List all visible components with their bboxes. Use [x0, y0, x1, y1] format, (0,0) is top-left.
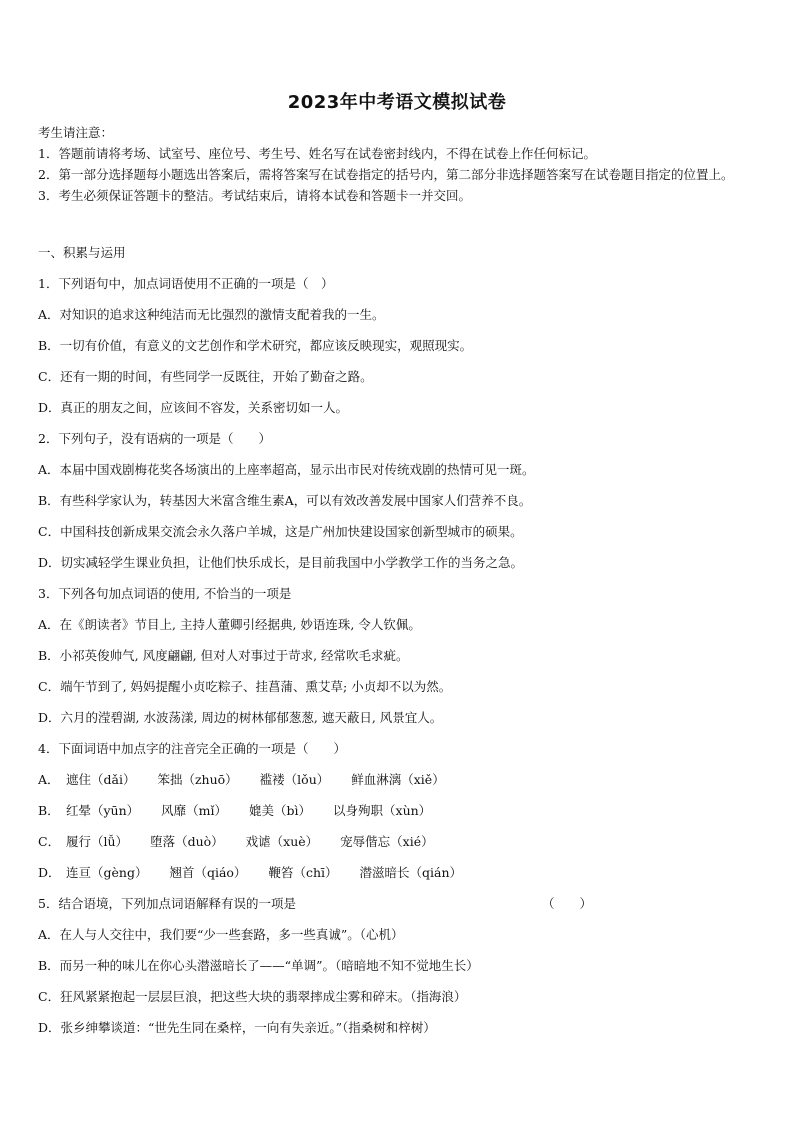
option: D．张乡绅攀谈道：“世先生同在桑梓，一向有失亲近。”（指桑树和梓树） — [38, 1020, 436, 1035]
answer-paren: （ ） — [541, 896, 592, 911]
option — [38, 863, 760, 894]
option-label: C． — [38, 834, 61, 849]
option-word: 风靡（mǐ） — [161, 803, 228, 818]
option-word: 宠辱偕忘（xié） — [340, 834, 434, 849]
option-word: 履行（lǚ） — [66, 834, 129, 849]
notice-item: 3．考生必须保证答题卡的整洁。考试结束后，请将本试卷和答题卡一并交回。 — [38, 188, 471, 203]
question-stem: 4．下面词语中加点字的注音完全正确的一项是（ ） — [38, 741, 346, 756]
option-word: 潜滋暗长（qián） — [359, 865, 463, 880]
option: B．小祁英俊帅气, 风度翩翩, 但对人对事过于苛求, 经常吹毛求疵。 — [38, 648, 409, 663]
option: C．中国科技创新成果交流会永久落户羊城，这是广州加快建设国家创新型城市的硕果。 — [38, 524, 523, 539]
option: B．有些科学家认为，转基因大米富含维生素A，可以有效改善发展中国家人们营养不良。 — [38, 493, 532, 508]
option — [38, 801, 760, 832]
option: A．在《朗读者》节目上, 主持人董卿引经据典, 妙语连珠, 令人钦佩。 — [38, 617, 421, 632]
exam-notice — [38, 122, 760, 206]
option-label: A． — [38, 772, 60, 787]
question-stem — [38, 894, 760, 925]
option: A．本届中国戏剧梅花奖各场演出的上座率超高，显示出市民对传统戏剧的热情可见一斑。 — [38, 462, 535, 477]
option: C．还有一期的时间，有些同学一反既往，开始了勤奋之路。 — [38, 369, 373, 384]
question-stem: 2．下列句子，没有语病的一项是（ ） — [38, 431, 271, 446]
option-word: 以身殉职（xùn） — [333, 803, 432, 818]
option: D．真正的朋友之间，应该间不容发，关系密切如一人。 — [38, 400, 349, 415]
option — [38, 770, 760, 801]
option-word: 戏谑（xuè） — [245, 834, 319, 849]
option: C．狂风紧紧抱起一层层巨浪，把这些大块的翡翠摔成尘雾和碎末。（指海浪） — [38, 989, 467, 1004]
option-word: 翘首（qiáo） — [169, 865, 247, 880]
section-heading: 一、积累与运用 — [38, 245, 126, 260]
option-word: 红晕（yūn） — [66, 803, 140, 818]
option: B．一切有价值，有意义的文艺创作和学术研究，都应该反映现实，观照现实。 — [38, 338, 473, 353]
notice-heading: 考生请注意： — [38, 125, 114, 140]
option-word: 鞭笞（chī） — [268, 865, 338, 880]
question-stem: 3．下列各句加点词语的使用, 不恰当的一项是 — [38, 586, 292, 601]
option: A．在人与人交往中，我们要“少一些套路，多一些真诚”。（心机） — [38, 927, 404, 942]
option-word: 连亘（gèng） — [66, 865, 148, 880]
option: D．六月的滢碧湖, 水波荡漾, 周边的树林郁郁葱葱, 遮天蔽日, 风景宜人。 — [38, 710, 443, 725]
notice-item: 2．第一部分选择题每小题选出答案后，需将答案写在试卷指定的括号内，第二部分非选择题答案写在试卷题目指定的位置上。 — [38, 167, 734, 182]
option: A．对知识的追求这种纯洁而无比强烈的激情支配着我的一生。 — [38, 307, 385, 322]
question-stem-text: 5．结合语境，下列加点词语解释有误的一项是 — [38, 896, 296, 911]
option-label: D． — [38, 865, 61, 880]
option — [38, 832, 760, 863]
option: B．而另一种的味儿在你心头潜滋暗长了——“单调”。（暗暗地不知不觉地生长） — [38, 958, 479, 973]
option-label: B． — [38, 803, 60, 818]
option: D．切实减轻学生课业负担，让他们快乐成长，是目前我国中小学教学工作的当务之急。 — [38, 555, 524, 570]
option-word: 媲美（bì） — [249, 803, 312, 818]
option-word: 堕落（duò） — [150, 834, 224, 849]
option-word: 鲜血淋漓（xiě） — [351, 772, 445, 787]
option-word: 遮住（dǎi） — [66, 772, 136, 787]
option: C．端午节到了, 妈妈提醒小贞吃粽子、挂菖蒲、熏艾草; 小贞却不以为然。 — [38, 679, 452, 694]
option-word: 笨拙（zhuō） — [157, 772, 238, 787]
page-title: 2023年中考语文模拟试卷 — [287, 92, 507, 113]
notice-item: 1．答题前请将考场、试室号、座位号、考生号、姓名写在试卷密封线内，不得在试卷上作任何标记。 — [38, 146, 596, 161]
option-word: 褴褛（lǒu） — [259, 772, 330, 787]
exam-content — [38, 243, 760, 1049]
question-stem: 1．下列语句中，加点词语使用不正确的一项是（ ） — [38, 276, 334, 291]
